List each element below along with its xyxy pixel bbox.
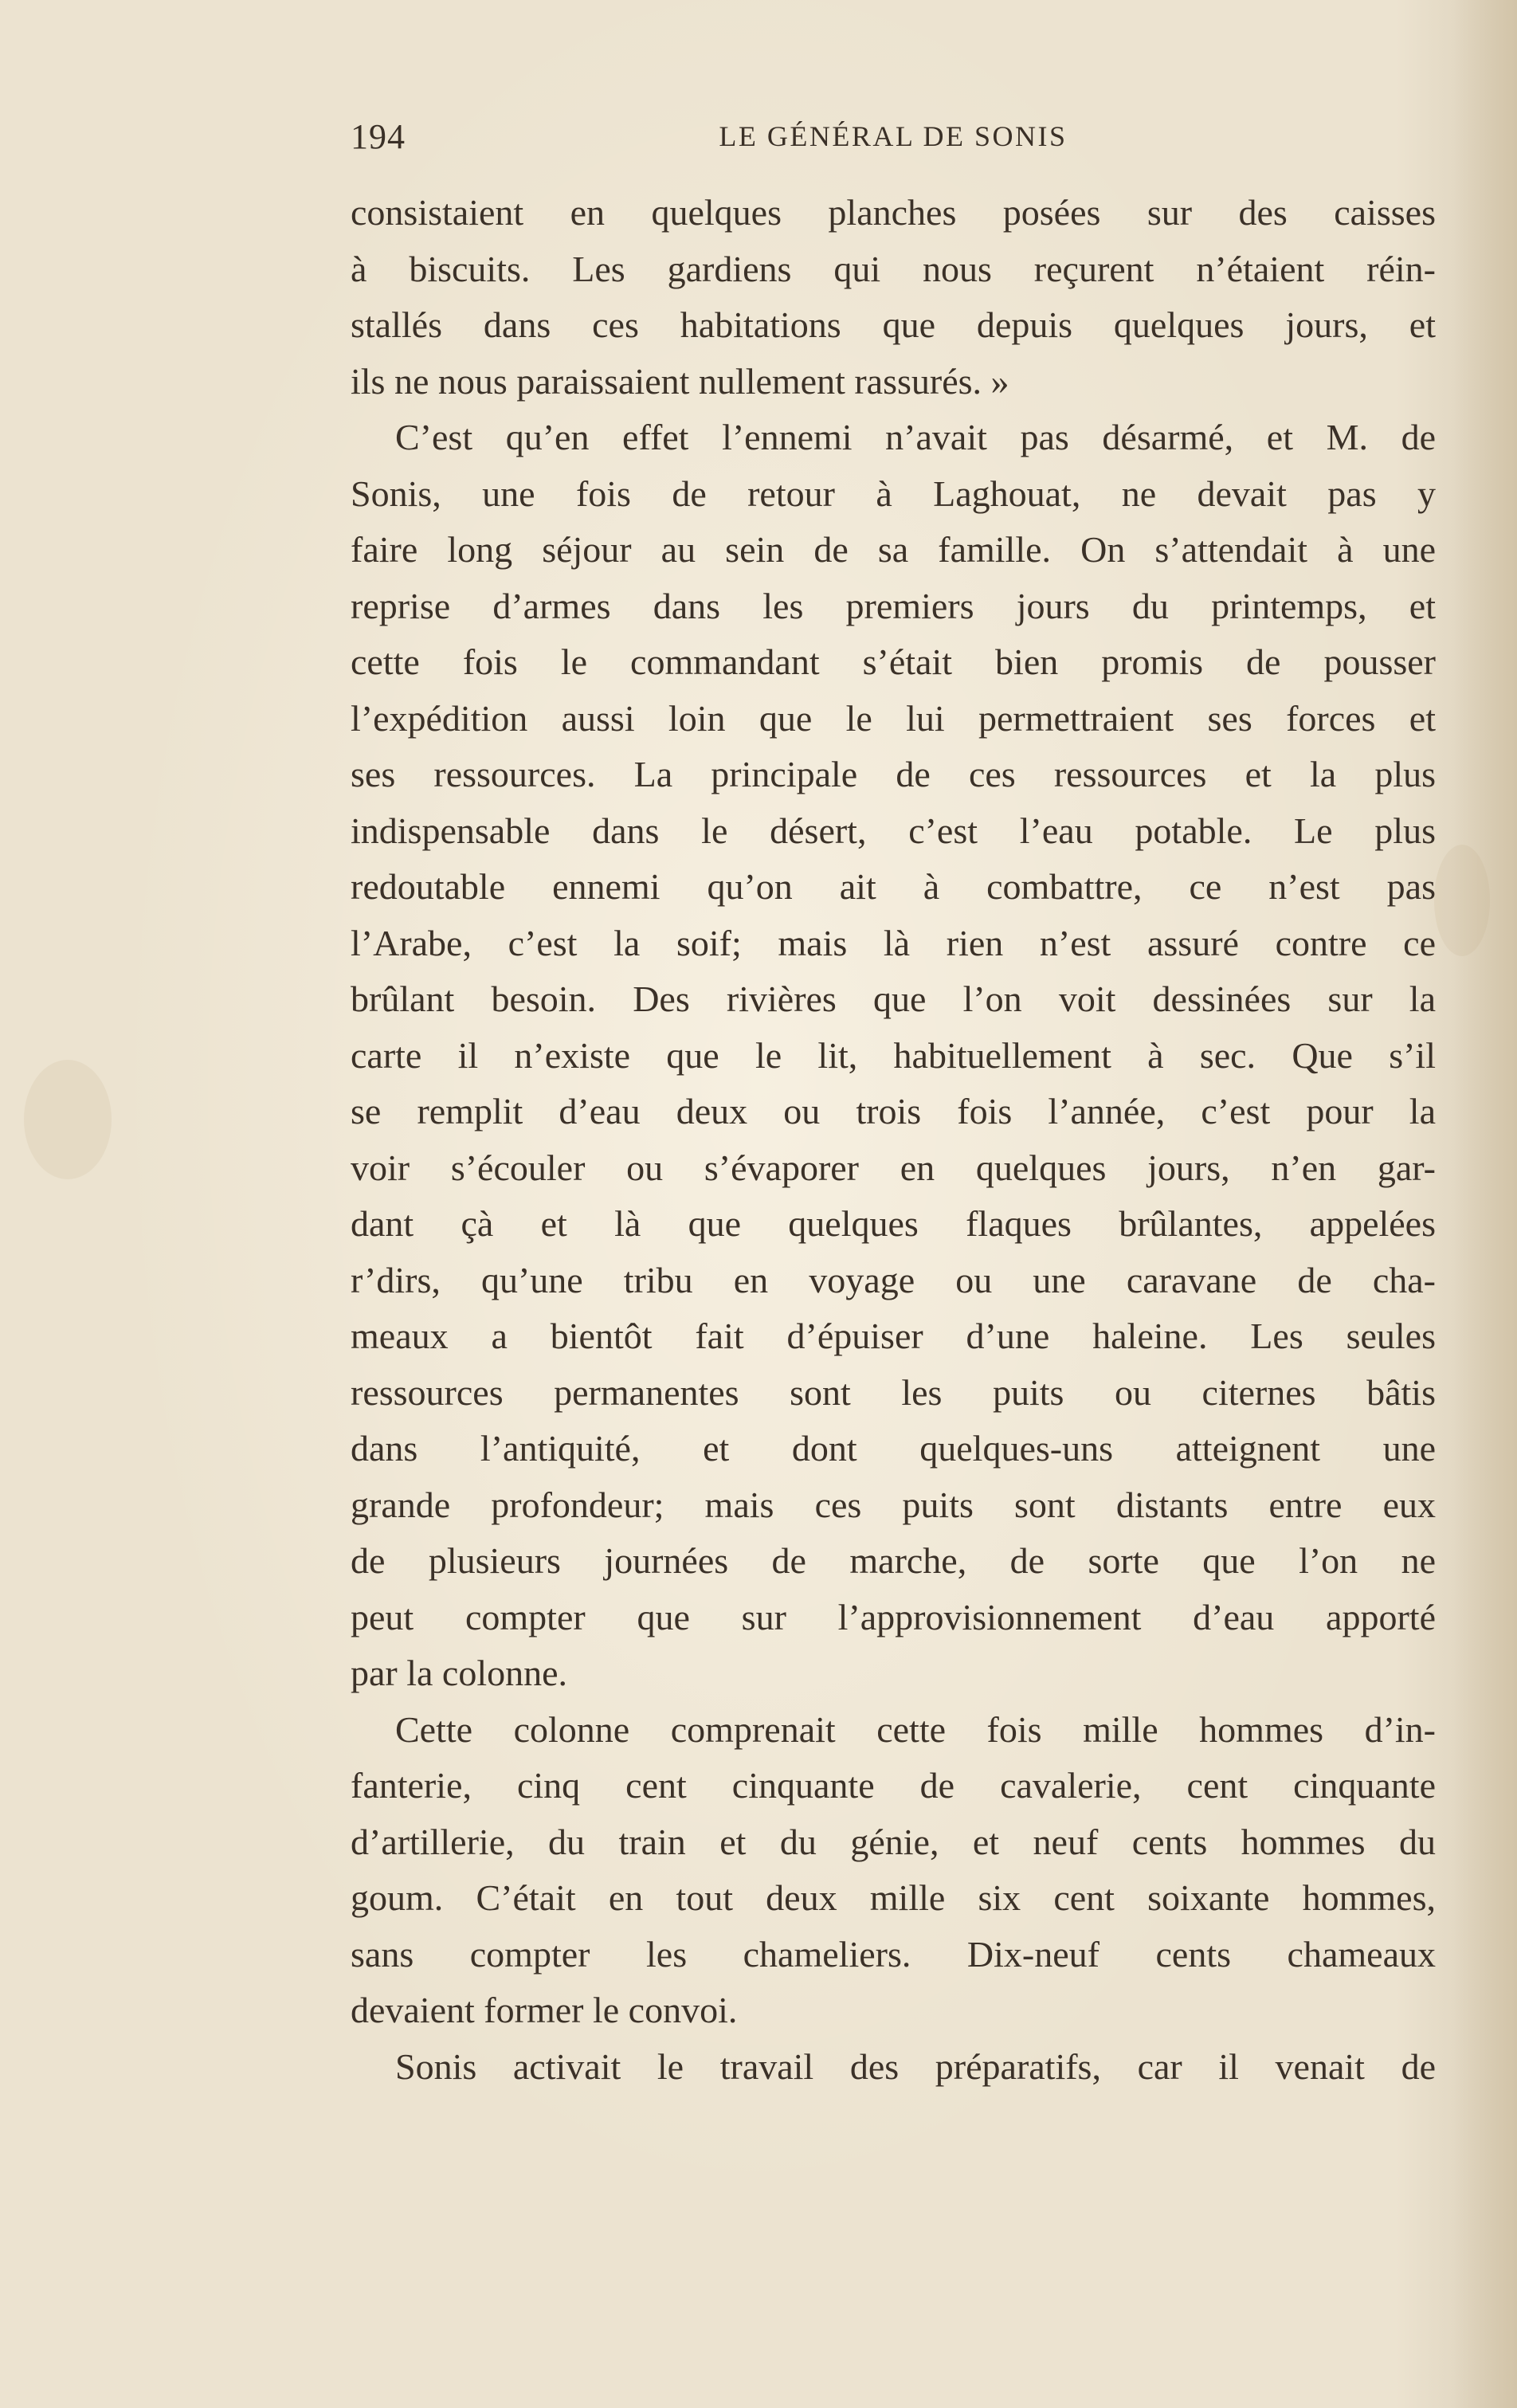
text-line: cette fois le commandant s’était bien promis de pousser: [351, 641, 1436, 682]
text-line: dant çà et là que quelques flaques brûlantes, appelées: [351, 1203, 1436, 1244]
running-head: LE GÉNÉRAL DE SONIS: [719, 120, 1068, 152]
page-header: [351, 116, 1436, 164]
text-line: voir s’écouler ou s’évaporer en quelques jours, n’en gar-: [351, 1147, 1436, 1188]
page-edge-shadow: [1453, 0, 1517, 2408]
text-line: dans l’antiquité, et dont quelques-uns atteignent une: [351, 1428, 1436, 1469]
page-number: 194: [351, 117, 406, 156]
text-line: consistaient en quelques planches posées sur des caisses: [351, 192, 1436, 233]
text-line: Sonis activait le travail des préparatifs, car il venait de: [395, 2045, 1436, 2087]
text-line: d’artillerie, du train et du génie, et neuf cents hommes du: [351, 1821, 1436, 1862]
body-text: [351, 185, 1436, 2095]
text-line: à biscuits. Les gardiens qui nous reçurent n’étaient réin-: [351, 248, 1436, 289]
text-line: ressources permanentes sont les puits ou citernes bâtis: [351, 1371, 1436, 1413]
text-line: ils ne nous paraissaient nullement rassurés. »: [351, 360, 1009, 402]
text-line: C’est qu’en effet l’ennemi n’avait pas désarmé, et M. de: [395, 417, 1436, 457]
text-line: Cette colonne comprenait cette fois mille hommes d’in-: [395, 1708, 1436, 1750]
text-line: goum. C’était en tout deux mille six cent soixante hommes,: [351, 1877, 1436, 1918]
text-line: par la colonne.: [351, 1653, 568, 1693]
text-line: l’Arabe, c’est la soif; mais là rien n’est assuré contre ce: [351, 922, 1436, 963]
text-line: grande profondeur; mais ces puits sont distants entre eux: [351, 1484, 1436, 1525]
text-line: de plusieurs journées de marche, de sorte que l’on ne: [351, 1540, 1436, 1581]
text-line: ses ressources. La principale de ces ressources et la plus: [351, 754, 1436, 794]
text-line: se remplit d’eau deux ou trois fois l’année, c’est pour la: [351, 1091, 1436, 1131]
text-line: carte il n’existe que le lit, habituellement à sec. Que s’il: [351, 1034, 1436, 1076]
paper-stain: [1434, 845, 1490, 956]
text-line: stallés dans ces habitations que depuis quelques jours, et: [351, 304, 1436, 345]
text-line: faire long séjour au sein de sa famille. On s’attendait à une: [351, 529, 1436, 570]
text-line: brûlant besoin. Des rivières que l’on voit dessinées sur la: [351, 978, 1436, 1019]
paper-stain: [24, 1060, 112, 1179]
text-line: Sonis, une fois de retour à Laghouat, ne devait pas y: [351, 473, 1436, 514]
text-line: redoutable ennemi qu’on ait à combattre, ce n’est pas: [351, 866, 1436, 907]
text-line: peut compter que sur l’approvisionnement d’eau apporté: [351, 1596, 1436, 1637]
text-line: sans compter les chameliers. Dix-neuf cents chameaux: [351, 1933, 1436, 1975]
text-line: l’expédition aussi loin que le lui permettraient ses forces et: [351, 697, 1436, 739]
text-line: r’dirs, qu’une tribu en voyage ou une caravane de cha-: [351, 1259, 1436, 1300]
text-line: devaient former le convoi.: [351, 1990, 738, 2030]
text-line: reprise d’armes dans les premiers jours du printemps, et: [351, 585, 1436, 626]
text-line: indispensable dans le désert, c’est l’eau potable. Le plus: [351, 810, 1436, 851]
text-line: meaux a bientôt fait d’épuiser d’une haleine. Les seules: [351, 1316, 1436, 1356]
text-line: fanterie, cinq cent cinquante de cavalerie, cent cinquante: [351, 1765, 1436, 1806]
